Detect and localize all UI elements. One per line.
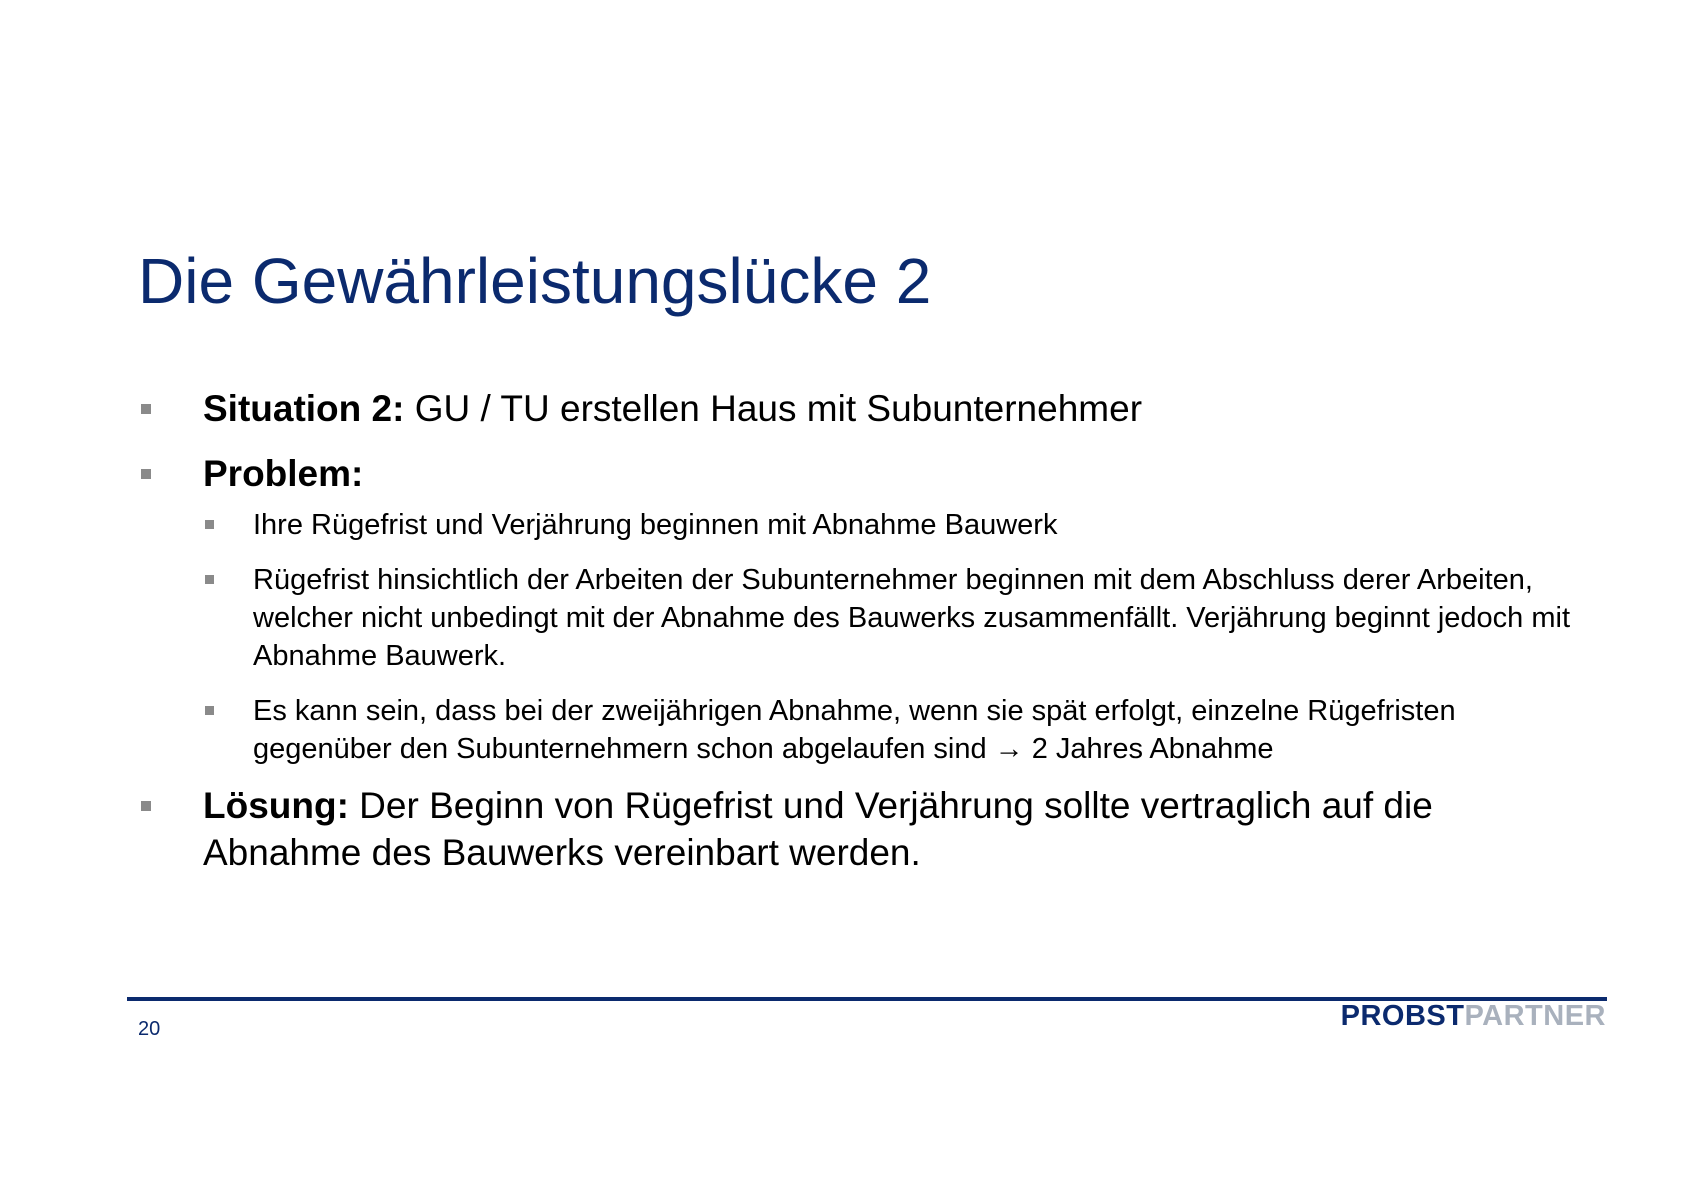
square-bullet-icon — [141, 469, 151, 479]
sub-bullet-3 — [138, 692, 1588, 768]
bullet-list — [138, 385, 1588, 876]
losung-text: Der Beginn von Rügefrist und Verjährung sollte vertraglich auf die Abnahme des Bauwerks vereinbart werden. — [203, 785, 1433, 873]
square-bullet-icon — [141, 404, 151, 414]
square-bullet-icon — [141, 801, 151, 811]
probstpartner-logo — [1341, 1000, 1606, 1033]
sub-bullet-text: Rügefrist hinsichtlich der Arbeiten der Subunternehmer beginnen mit dem Abschluss derer Arbeiten, welcher nicht unbedingt mit der Abnahme des Bauwerks zusammenfällt. Verjährung beginnt jedoch mit Abnahme Bauwerk. — [253, 564, 1571, 672]
logo-probst-text: PROBST — [1340, 1000, 1465, 1032]
bullet-losung — [138, 782, 1588, 876]
situation-label: Situation 2: — [203, 388, 405, 429]
sub-bullet-text: Es kann sein, dass bei der zweijährigen Abnahme, wenn sie spät erfolgt, einzelne Rügefristen gegenüber den Subunternehmern schon abgelaufen sind → 2 Jahres Abnahme — [253, 695, 1456, 765]
slide-title: Die Gewährleistungslücke 2 — [138, 245, 932, 317]
square-bullet-icon — [205, 575, 214, 584]
sub-bullet-text: Ihre Rügefrist und Verjährung beginnen mit Abnahme Bauwerk — [253, 509, 1058, 541]
situation-text: GU / TU erstellen Haus mit Subunternehmer — [404, 388, 1143, 429]
sub-bullet-1 — [138, 506, 1588, 544]
sub-bullet-2 — [138, 561, 1588, 675]
bullet-situation — [138, 385, 1588, 432]
logo-partner-text: PARTNER — [1464, 1000, 1606, 1032]
problem-label: Problem: — [203, 453, 364, 494]
page-number: 20 — [138, 1018, 161, 1040]
square-bullet-icon — [205, 520, 214, 529]
square-bullet-icon — [205, 706, 214, 715]
bullet-problem — [138, 450, 1588, 497]
losung-label: Lösung: — [203, 785, 349, 826]
